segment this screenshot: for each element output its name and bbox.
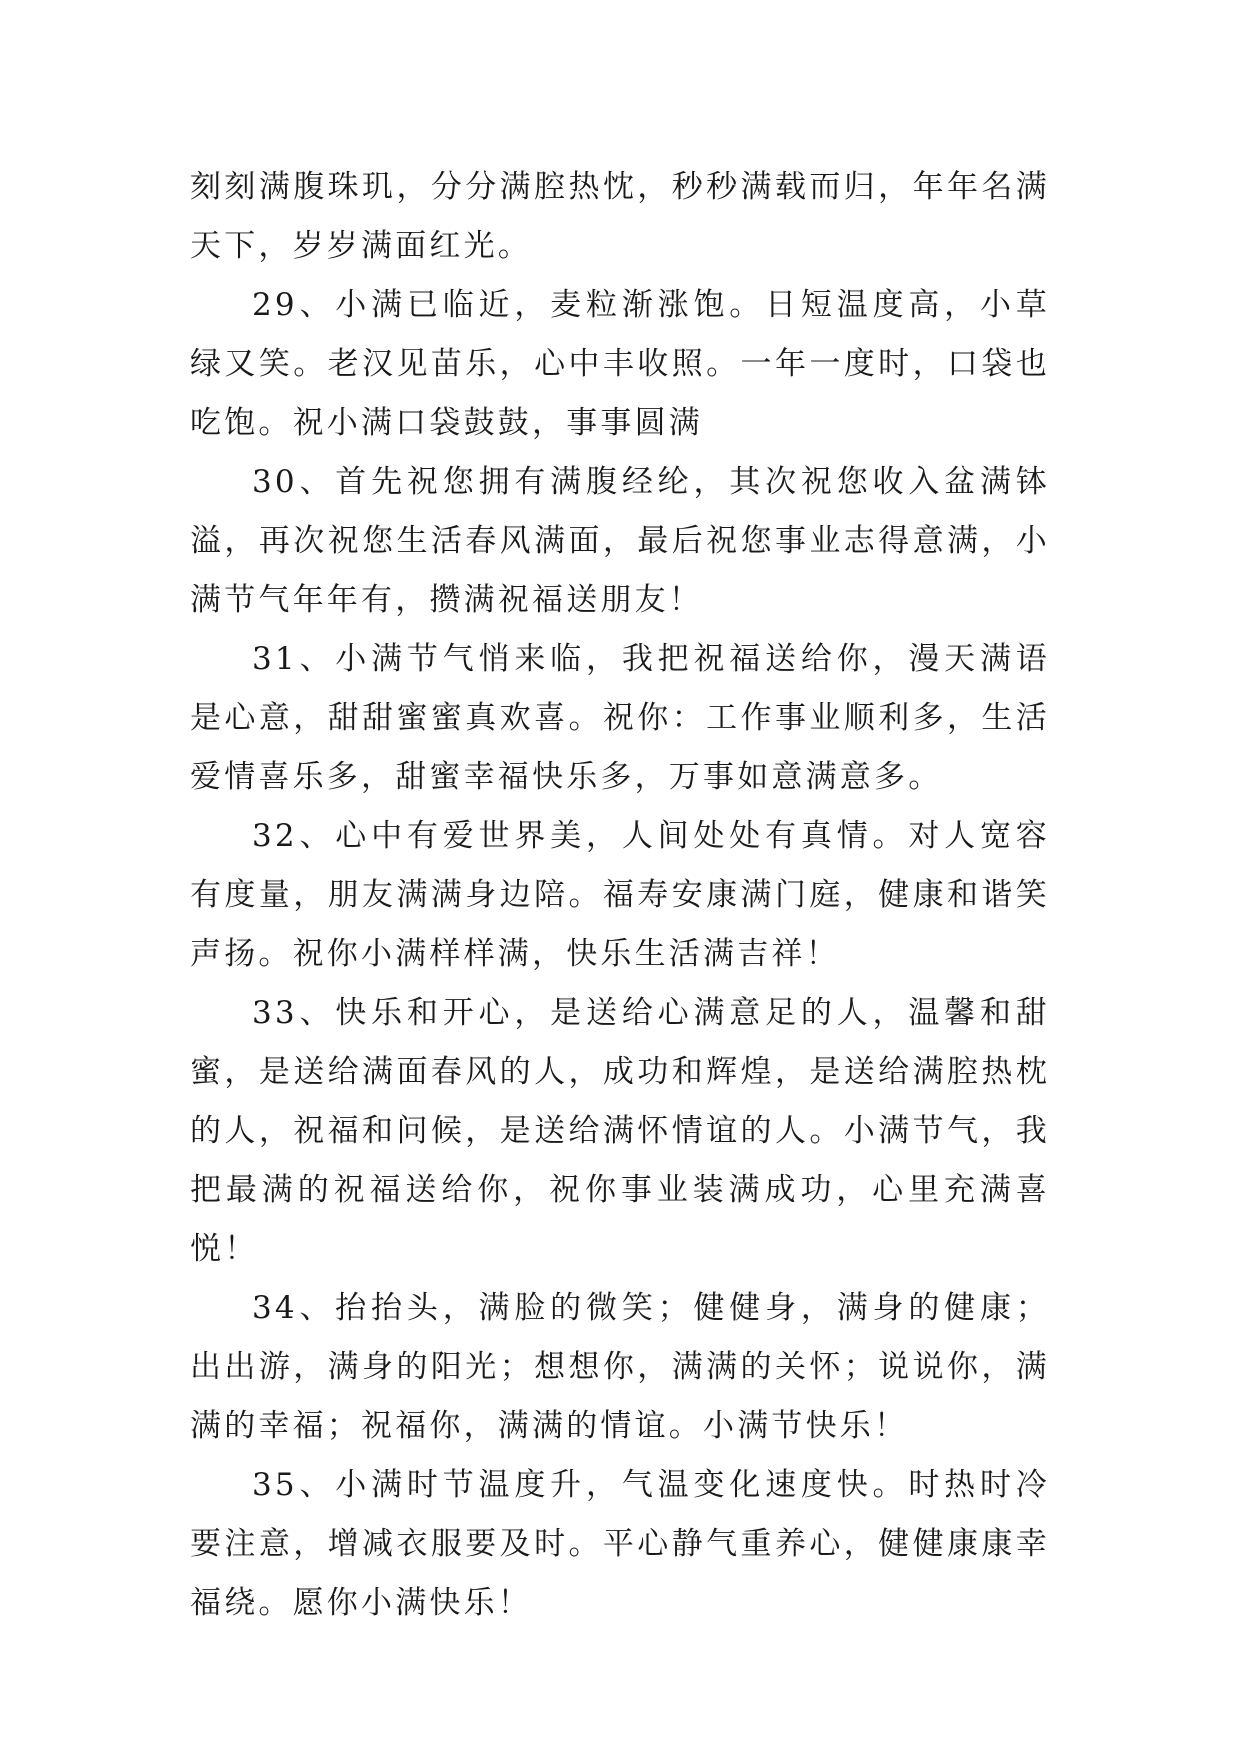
paragraph-30: 30、首先祝您拥有满腹经纶，其次祝您收入盆满钵溢，再次祝您生活春风满面，最后祝您事业志得意满，小满节气年年有，攒满祝福送朋友！: [190, 464, 1050, 618]
paragraph-34: 34、抬抬头，满脸的微笑；健健身，满身的健康；出出游，满身的阳光；想想你，满满的关怀；说说你，满满的幸福；祝福你，满满的情谊。小满节快乐！: [190, 1290, 1050, 1444]
document-body: [190, 158, 1050, 1633]
paragraph-29: 29、小满已临近，麦粒渐涨饱。日短温度高，小草绿又笑。老汉见苗乐，心中丰收照。一年一度时，口袋也吃饱。祝小满口袋鼓鼓，事事圆满: [190, 287, 1050, 441]
paragraph-28-continued: 刻刻满腹珠玑，分分满腔热忱，秒秒满载而归，年年名满天下，岁岁满面红光。: [190, 169, 1050, 264]
paragraph-33: 33、快乐和开心，是送给心满意足的人，温馨和甜蜜，是送给满面春风的人，成功和辉煌，是送给满腔热枕的人，祝福和问候，是送给满怀情谊的人。小满节气，我把最满的祝福送给你，祝你事业装满成功，心里充满喜悦！: [190, 995, 1050, 1267]
paragraph-31: 31、小满节气悄来临，我把祝福送给你，漫天满语是心意，甜甜蜜蜜真欢喜。祝你：工作事业顺利多，生活爱情喜乐多，甜蜜幸福快乐多，万事如意满意多。: [190, 641, 1050, 795]
paragraph-32: 32、心中有爱世界美，人间处处有真情。对人宽容有度量，朋友满满身边陪。福寿安康满门庭，健康和谐笑声扬。祝你小满样样满，快乐生活满吉祥！: [190, 818, 1050, 972]
paragraph-35: 35、小满时节温度升，气温变化速度快。时热时冷要注意，增减衣服要及时。平心静气重养心，健健康康幸福绕。愿你小满快乐！: [190, 1467, 1050, 1621]
